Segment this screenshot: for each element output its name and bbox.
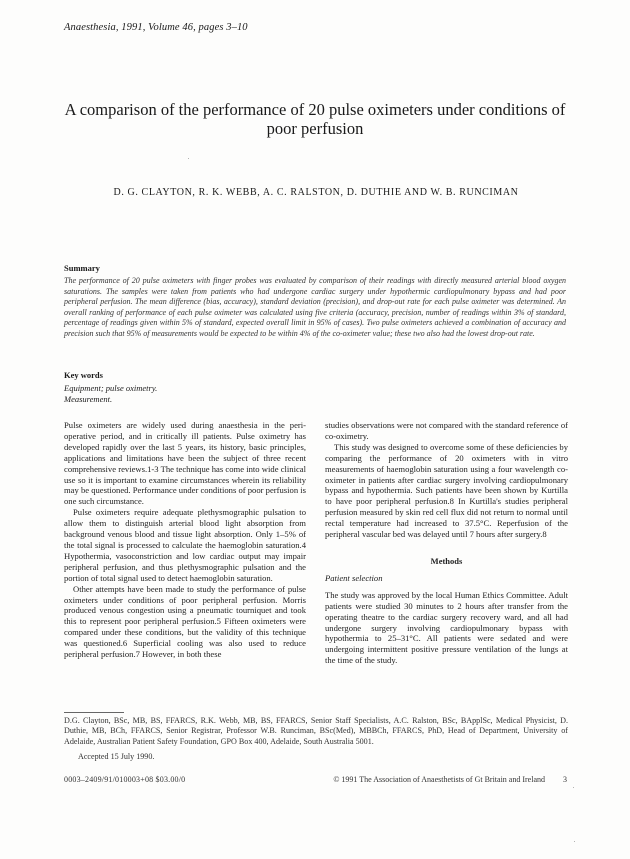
body-paragraph: This study was designed to overcome some of these deficiencies by comparing the performance of 20 oximeters with in vitro measurements of haemoglobin saturation using a four wavelength co-oximeter in patients after cardiac surgery involving cardiopulmonary bypass and hypothermia. Such patients have been shown by Kurtilla to have poor peripheral perfusion.8 In Kurtilla's studies peripheral perfusion measured by skin red cell flux did not return to normal until rectal temperature had increased to 37.5°C. Reperfusion of the peripheral vascular bed was delayed until 7 hours after surgery.8 [325, 441, 568, 540]
body-column-left [64, 420, 306, 660]
footnote-divider [64, 712, 124, 713]
copyright-line [315, 775, 567, 784]
body-column-right [325, 420, 568, 666]
body-paragraph: Other attempts have been made to study the performance of pulse oximeters under conditions of poor peripheral perfusion. Morris produced venous congestion using a pneumatic tourniquet and took this to represent poor peripheral perfusion.5 Fifteen oximeters were compared under these conditions, but the validity of this technique was questioned.6 Superficial cooling was also used to reduce peripheral perfusion.7 However, in both these [64, 583, 306, 660]
scan-speck [573, 787, 574, 788]
patient-selection-subheading: Patient selection [325, 572, 383, 583]
author-list: D. G. CLAYTON, R. K. WEBB, A. C. RALSTON, D. DUTHIE AND W. B. RUNCIMAN [113, 187, 519, 198]
page-number: 3 [563, 775, 567, 784]
scan-speck [574, 841, 575, 842]
keywords-heading: Key words [64, 370, 103, 380]
body-paragraph: Pulse oximeters require adequate plethysmographic pulsation to allow them to distinguish arterial blood light absorption from background venous blood and tissue light absorption. Only 1–5% of the total signal is processed to calculate the haemoglobin saturation.4 Hypothermia, vasoconstriction and low cardiac output may impair peripheral perfusion, and thus plethysmographic pulsation and the portion of total signal used to detect haemoglobin saturation. [64, 507, 306, 583]
author-affiliations-footnote: D.G. Clayton, BSc, MB, BS, FFARCS, R.K. Webb, MB, BS, FFARCS, Senior Staff Specialists, A.C. Ralston, BSc, BApplSc, Medical Physicist, D. Duthie, MB, BCh, FFARCS, Senior Registrar, Professor W.B. Runciman, BSc(Med), MBBCh, FFARCS, PhD, Head of Department, University of Adelaide, Australian Patient Safety Foundation, GPO Box 400, Adelaide, South Australia 5001. [64, 716, 568, 746]
journal-citation: Anaesthesia, 1991, Volume 46, pages 3–10 [64, 22, 248, 33]
keyword-item: Measurement. [64, 393, 113, 404]
body-paragraph: studies observations were not compared with the standard reference of co-oximetry. [325, 420, 568, 441]
methods-paragraph: The study was approved by the local Human Ethics Committee. Adult patients were studied 30 minutes to 2 hours after transfer from the operating theatre to the cardiac surgery recovery ward, and all had undergone surgery involving cardiopulmonary bypass with hypothermia to 25–31°C. All patients were sedated and were undergoing intermittent positive pressure ventilation of the lungs at the time of the study. [325, 589, 568, 666]
copyright-text: © 1991 The Association of Anaesthetists of Gt Britain and Ireland [333, 775, 545, 784]
summary-heading: Summary [64, 263, 100, 273]
accepted-date: Accepted 15 July 1990. [78, 752, 155, 761]
keyword-item: Equipment; pulse oximetry. [64, 383, 158, 393]
scan-speck [188, 158, 189, 159]
methods-heading: Methods [430, 555, 463, 566]
keywords-list [64, 383, 157, 404]
paper-title: A comparison of the performance of 20 pulse oximeters under conditions of poor perfusion [64, 100, 566, 138]
issn-code: 0003–2409/91/010003+08 $03.00/0 [64, 775, 186, 784]
body-paragraph: Pulse oximeters are widely used during anaesthesia in the peri-operative period, and in critically ill patients. Pulse oximetry has developed rapidly over the last 5 years, its history, basic principles, applications and limitations have been the subject of three recent comprehensive reviews.1-3 The technique has come into wide clinical use so it is important to examine circumstances wherein its reliability may be questioned. Performance under conditions of poor perfusion is one such circumstance. [64, 420, 306, 507]
summary-text: The performance of 20 pulse oximeters with finger probes was evaluated by comparison of their readings with directly measured arterial blood oxygen saturations. The samples were taken from patients who had undergone cardiac surgery under hypothermic cardiopulmonary bypass and had poor peripheral perfusion. The mean difference (bias, accuracy), standard deviation (precision), and drop-out rate for each pulse oximeter was determined. An overall ranking of performance of each pulse oximeter was calculated using five criteria (accuracy, precision, number of readings within 3% of standard, percentage of readings given within 5% of standard, expected overall limit in 95% of cases). Two pulse oximeters achieved a combination of accuracy and precision such that 95% of measurements would be expected to be within 4% of the co-oximeter value; these two also had the lowest drop-out rate. [64, 276, 566, 338]
